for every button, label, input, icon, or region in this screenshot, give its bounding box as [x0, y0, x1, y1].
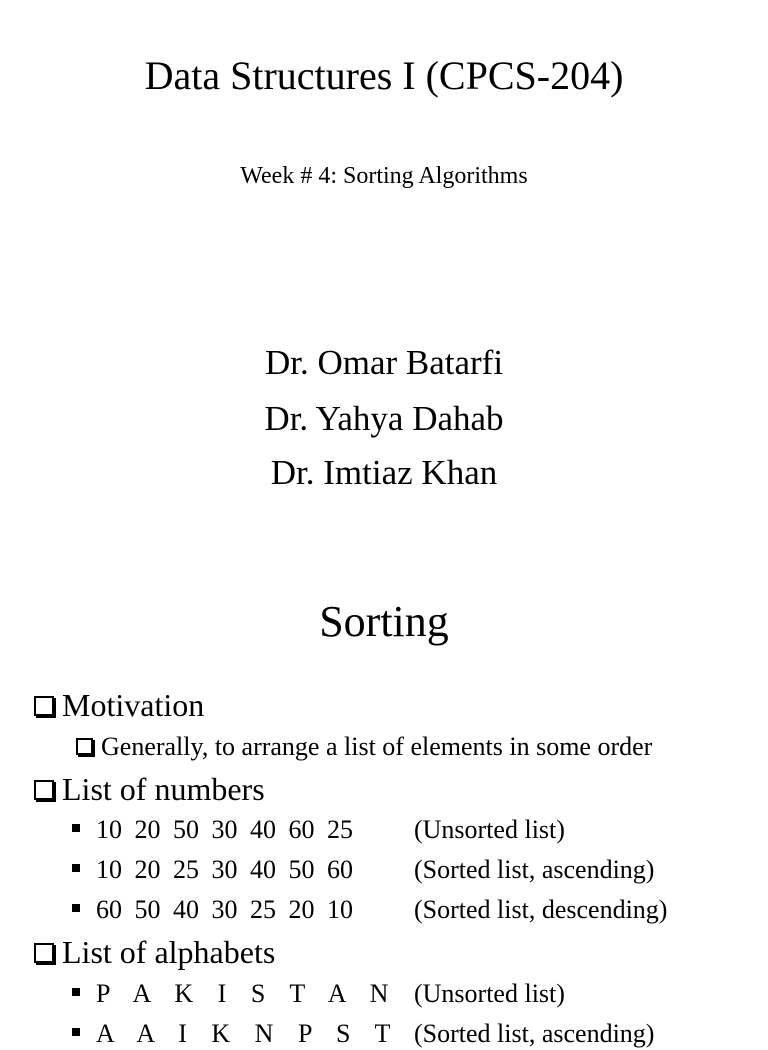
bullet-label: Generally, to arrange a list of elements in some order	[101, 732, 653, 761]
checkbox-bullet-icon	[34, 943, 54, 963]
list-note: (Sorted list, ascending)	[414, 855, 655, 884]
slide-title: Data Structures I (CPCS-204)	[144, 53, 624, 98]
number-sequence: 10 20 25 30 40 50 60	[96, 855, 353, 884]
checkbox-bullet-icon	[34, 696, 54, 716]
list-item	[72, 894, 667, 926]
author-name: Dr. Omar Batarfi	[264, 343, 504, 382]
author-name: Dr. Imtiaz Khan	[270, 453, 498, 492]
number-sequence: 60 50 40 30 25 20 10	[96, 895, 353, 924]
bullet-list-of-numbers	[34, 770, 265, 808]
list-note: (Unsorted list)	[414, 979, 565, 1008]
square-bullet-icon	[72, 904, 80, 912]
square-bullet-icon	[72, 1028, 80, 1036]
square-bullet-icon	[72, 864, 80, 872]
list-item	[72, 1018, 654, 1050]
author-name: Dr. Yahya Dahab	[264, 399, 504, 438]
list-note: (Unsorted list)	[414, 815, 565, 844]
letter-sequence: A A I K N P S T	[96, 1019, 400, 1048]
list-note: (Sorted list, descending)	[414, 895, 668, 924]
list-item	[72, 814, 565, 846]
sub-bullet-motivation	[76, 731, 652, 763]
bullet-motivation	[34, 686, 204, 724]
checkbox-bullet-icon	[76, 738, 93, 755]
square-bullet-icon	[72, 988, 80, 996]
section-title: Sorting	[319, 597, 449, 646]
bullet-list-of-alphabets	[34, 933, 275, 971]
checkbox-bullet-icon	[34, 780, 54, 800]
list-item	[72, 978, 565, 1010]
bullet-label: Motivation	[62, 687, 205, 723]
list-note: (Sorted list, ascending)	[414, 1019, 655, 1048]
letter-sequence: P A K I S T A N	[96, 979, 398, 1008]
slide-subtitle: Week # 4: Sorting Algorithms	[240, 163, 528, 189]
list-item	[72, 854, 654, 886]
bullet-label: List of numbers	[62, 771, 265, 807]
square-bullet-icon	[72, 824, 80, 832]
bullet-label: List of alphabets	[62, 934, 276, 970]
number-sequence: 10 20 50 30 40 60 25	[96, 815, 353, 844]
